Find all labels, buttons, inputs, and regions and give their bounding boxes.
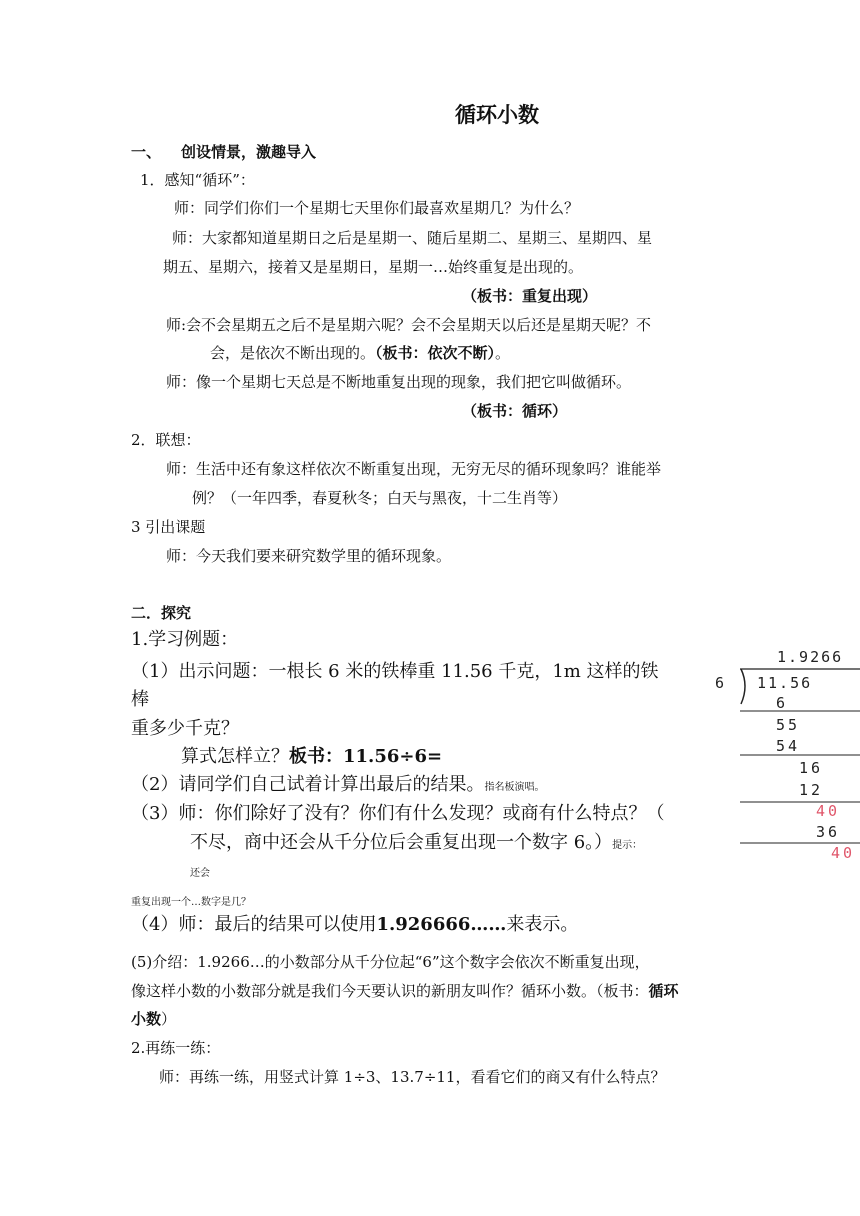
paragraph: （4）师：最后的结果可以使用1.926666……来表示。 — [131, 914, 579, 935]
paragraph: 师：今天我们要来研究数学里的循环现象。 — [166, 547, 452, 565]
division-step: 16 — [799, 759, 824, 777]
page-title: 循环小数 — [455, 102, 539, 127]
paragraph: 像这样小数的小数部分就是我们今天要认识的新朋友叫作？循环小数。（板书：循环 — [131, 982, 679, 1000]
small-note: 提示： — [612, 840, 643, 851]
board-note: （板书：依次不断） — [375, 344, 496, 362]
board-note: （板书：循环） — [462, 402, 568, 420]
small-note: 还会 — [190, 868, 210, 879]
division-step: 55 — [776, 716, 801, 734]
paragraph: 算式怎样立？板书：11.56÷6= — [181, 746, 443, 767]
paragraph: 2．联想： — [131, 431, 201, 449]
section-1-title: 创设情景，激趣导入 — [181, 143, 317, 161]
paragraph: 1.学习例题： — [131, 629, 239, 650]
paragraph: 师：像一个星期七天总是不断地重复出现的现象，我们把它叫做循环。 — [166, 373, 632, 391]
paragraph: 师：再练一练，用竖式计算 1÷3、13.7÷11，看看它们的商又有什么特点？ — [159, 1068, 666, 1086]
division-step-red: 40 — [816, 802, 841, 820]
paragraph: (5)介绍：1.9266…的小数部分从千分位起“6”这个数字会依次不断重复出现， — [131, 953, 650, 971]
division-bracket — [741, 669, 745, 704]
paragraph: 3 引出课题 — [131, 518, 206, 536]
paragraph: 会，是依次不断出现的。（板书：依次不断）。 — [210, 344, 511, 362]
paragraph: 小数） — [131, 1010, 177, 1028]
division-step: 54 — [776, 737, 801, 755]
paragraph: 师：生活中还有象这样依次不断重复出现，无穷无尽的循环现象吗？谁能举 — [166, 460, 662, 478]
divisor: 6 — [715, 674, 725, 692]
paragraph: （3）师：你们除好了没有？你们有什么发现？或商有什么特点？（ — [131, 803, 665, 824]
paragraph: 重多少千克？ — [131, 718, 239, 739]
board-note: （板书：重复出现） — [462, 287, 598, 305]
board-note: 板书：11.56÷6= — [289, 746, 443, 767]
division-step: 6 — [776, 694, 786, 712]
long-division-figure — [703, 646, 860, 862]
paragraph: （1）出示问题：一根长 6 米的铁棒重 11.56 千克，1m 这样的铁 — [131, 661, 659, 682]
quotient: 1.9266 — [777, 648, 844, 666]
paragraph: 例？（一年四季，春夏秋冬；白天与黑夜，十二生肖等） — [192, 489, 568, 507]
paragraph: 师:会不会星期五之后不是星期六呢？会不会星期天以后还是星期天呢？不 — [166, 316, 652, 334]
division-step: 36 — [816, 823, 841, 841]
paragraph: 1．感知“循环”： — [140, 171, 255, 189]
paragraph: （2）请同学们自己试着计算出最后的结果。指名板演唱。 — [131, 774, 545, 795]
paragraph: 2.再练一练： — [131, 1039, 221, 1057]
small-note: 重复出现一个…数字是几？ — [131, 897, 251, 908]
paragraph: 师：大家都知道星期日之后是星期一、随后星期二、星期三、星期四、星 — [172, 229, 653, 247]
paragraph: 棒 — [131, 689, 149, 710]
section-2-title: 二．探究 — [131, 604, 192, 622]
paragraph: 期五、星期六，接着又是星期日，星期一…始终重复是出现的。 — [163, 258, 584, 276]
paragraph: 不尽，商中还会从千分位后会重复出现一个数字 6。）提示： — [190, 832, 643, 853]
division-step: 12 — [799, 781, 824, 799]
division-step-red: 40 — [831, 844, 856, 862]
small-note: 指名板演唱。 — [484, 782, 545, 793]
section-1-number: 一、 — [131, 143, 162, 161]
dividend: 11.56 — [757, 674, 813, 692]
paragraph: 师：同学们你们一个星期七天里你们最喜欢星期几？为什么？ — [174, 199, 580, 217]
